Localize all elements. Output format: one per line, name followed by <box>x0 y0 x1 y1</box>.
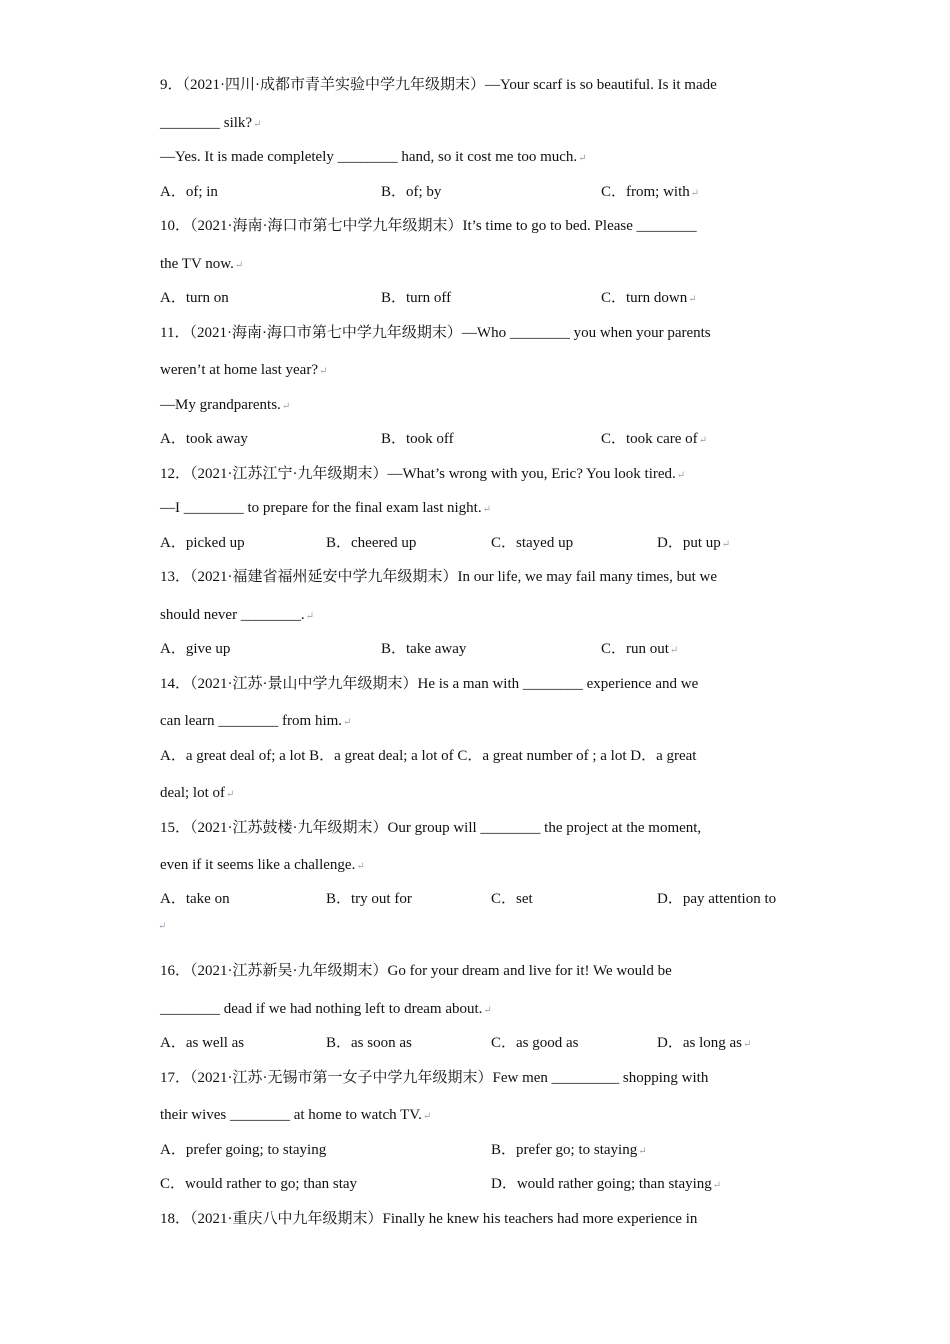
q16-option-b: B．as soon as <box>326 1035 412 1051</box>
q9-line-2: ________ silk?↵ <box>160 115 262 131</box>
q12-option-b: B．cheered up <box>326 535 417 551</box>
q12-option-d: D．put up↵ <box>657 535 731 551</box>
q16-line-2: ________ dead if we had nothing left to dream about.↵ <box>160 1001 492 1017</box>
q13-option-a: A．give up <box>160 641 231 657</box>
q16-option-c: C．as good as <box>491 1035 579 1051</box>
q9-line-3: —Yes. It is made completely ________ hand, so it cost me too much.↵ <box>160 149 587 165</box>
q10-option-c: C．turn down↵ <box>601 290 697 306</box>
q17-option-b: B．prefer go; to staying↵ <box>491 1142 647 1158</box>
q15-line-1: 15．（2021·江苏鼓楼·九年级期末）Our group will ________ the project at the moment, <box>160 820 702 836</box>
q13-line-1: 13．（2021·福建省福州延安中学九年级期末）In our life, we may fail many times, but we <box>160 569 718 585</box>
q15-option-d: D．pay attention to <box>657 891 777 907</box>
q11-option-b: B．took off <box>381 431 454 447</box>
q15-line-2: even if it seems like a challenge.↵ <box>160 857 365 873</box>
q14-line-2: can learn ________ from him.↵ <box>160 713 352 729</box>
q17-option-c: C．would rather to go; than stay <box>160 1176 358 1192</box>
q13-line-2: should never ________.↵ <box>160 607 314 623</box>
q10-line-1: 10．（2021·海南·海口市第七中学九年级期末）It’s time to go to bed. Please ________ <box>160 218 697 234</box>
paragraph-mark: ↵ <box>158 921 167 932</box>
q9-option-a: A．of; in <box>160 184 218 200</box>
q12-option-a: A．picked up <box>160 535 245 551</box>
q11-line-3: —My grandparents.↵ <box>160 397 291 413</box>
q10-option-a: A．turn on <box>160 290 229 306</box>
q18-line-1: 18．（2021·重庆八中九年级期末）Finally he knew his teachers had more experience in <box>160 1211 698 1227</box>
q12-line-1: 12．（2021·江苏江宁·九年级期末）—What’s wrong with you, Eric? You look tired.↵ <box>160 466 686 482</box>
q14-options-line-2: deal; lot of↵ <box>160 785 235 801</box>
q9-option-c: C．from; with↵ <box>601 184 700 200</box>
q17-line-1: 17．（2021·江苏·无锡市第一女子中学九年级期末）Few men _________ shopping with <box>160 1070 709 1086</box>
q13-option-b: B．take away <box>381 641 467 657</box>
q12-option-c: C．stayed up <box>491 535 574 551</box>
q10-option-b: B．turn off <box>381 290 452 306</box>
q13-option-c: C．run out↵ <box>601 641 679 657</box>
q11-line-1: 11．（2021·海南·海口市第七中学九年级期末）—Who ________ you when your parents <box>160 325 711 341</box>
q14-line-1: 14．（2021·江苏·景山中学九年级期末）He is a man with ________ experience and we <box>160 676 699 692</box>
q17-option-a: A．prefer going; to staying <box>160 1142 327 1158</box>
q12-line-2: —I ________ to prepare for the final exam last night.↵ <box>160 500 491 516</box>
q16-line-1: 16．（2021·江苏新吴·九年级期末）Go for your dream and live for it! We would be <box>160 963 672 979</box>
q17-line-2: their wives ________ at home to watch TV.↵ <box>160 1107 432 1123</box>
q10-line-2: the TV now.↵ <box>160 256 244 272</box>
q15-option-a: A．take on <box>160 891 230 907</box>
q9-option-b: B．of; by <box>381 184 442 200</box>
q14-options-line-1: A．a great deal of; a lot B．a great deal; a lot of C．a great number of ; a lot D．a great <box>160 748 697 764</box>
q15-option-c: C．set <box>491 891 533 907</box>
q16-option-d: D．as long as↵ <box>657 1035 752 1051</box>
q11-option-a: A．took away <box>160 431 248 447</box>
q11-option-c: C．took care of↵ <box>601 431 708 447</box>
q11-line-2: weren’t at home last year?↵ <box>160 362 328 378</box>
q9-line-1: 9．（2021·四川·成都市青羊实验中学九年级期末）—Your scarf is so beautiful. Is it made <box>160 77 717 93</box>
q16-option-a: A．as well as <box>160 1035 245 1051</box>
q17-option-d: D．would rather going; than staying↵ <box>491 1176 722 1192</box>
q15-option-b: B．try out for <box>326 891 412 907</box>
